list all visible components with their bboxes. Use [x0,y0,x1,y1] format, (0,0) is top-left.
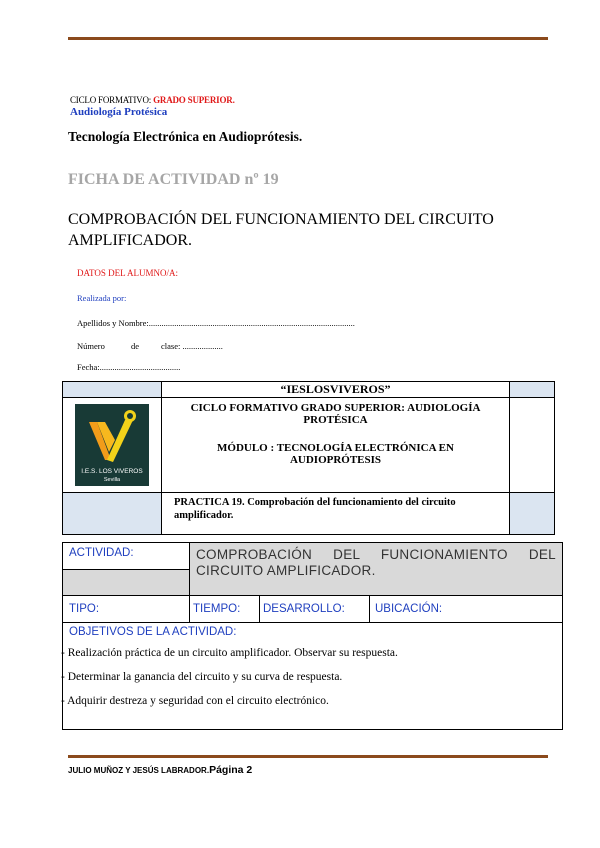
actividad-value: COMPROBACIÓN DEL FUNCIONAMIENTO DEL CIRCUITO AMPLIFICADOR. [190,543,563,596]
cell-empty-mr [510,398,555,493]
school-table [62,381,555,535]
realizada-label: Realizada por: [77,293,127,303]
practica-cell: PRACTICA 19. Comprobación del funcionamiento del circuito amplificador. [162,493,510,535]
school-name: “IESLOSVIVEROS” [162,382,510,398]
logo-text-2: Sevilla [103,477,121,483]
tipo-label: TIPO: [63,596,190,623]
datos-alumno-label: DATOS DEL ALUMNO/A: [77,268,179,278]
objective-item: - Adquirir destreza y seguridad con el circuito electrónico. [61,695,329,707]
ciclo-prefix: CICLO FORMATIVO: [70,95,154,105]
numero-label: Número [77,341,105,351]
objective-item: - Determinar la ganancia del circuito y su curva de respuesta. [61,671,343,683]
cell-empty-tr [510,382,555,398]
footer [68,760,252,778]
logo-v-icon [75,404,149,486]
bottom-rule [68,755,548,758]
apellidos-field: Apellidos y Nombre:................................................................................................. [77,318,355,328]
cell-empty-bl [63,493,162,535]
top-rule [68,37,548,40]
cell-empty-br [510,493,555,535]
ficha-title: FICHA DE ACTIVIDAD nº 19 [68,171,279,188]
modulo-line-1: MÓDULO : TECNOLOGÍA ELECTRÓNICA EN [217,442,454,454]
objective-item: - Realización práctica de un circuito amplificador. Observar su respuesta. [61,647,398,659]
subject: Audiología Protésica [70,106,168,118]
clase-field: clase: ................... [161,341,223,351]
actividad-label: ACTIVIDAD: [63,543,190,570]
cell-empty-tl [63,382,162,398]
logo-cell [63,398,162,493]
actividad-empty [63,570,190,596]
activity-table [62,542,563,730]
course-title: Tecnología Electrónica en Audioprótesis. [68,129,303,144]
objetivos-cell [63,623,563,730]
doc-title-line1: COMPROBACIÓN DEL FUNCIONAMIENTO DEL CIRCUITO [68,211,494,228]
fecha-field: Fecha:...................................... [77,362,181,372]
objetivos-label: OBJETIVOS DE LA ACTIVIDAD: [69,626,237,638]
desarrollo-label: DESARROLLO: [260,596,370,623]
modulo-line-2: AUDIOPRÓTESIS [289,454,382,466]
ciclo-line-1: CICLO FORMATIVO GRADO SUPERIOR: AUDIOLOGÍA [190,402,481,414]
ciclo-line-2: PROTÉSICA [303,414,368,426]
logo-text-1: I.E.S. LOS VIVEROS [81,468,143,475]
ciclo-value: GRADO SUPERIOR. [153,95,235,105]
school-logo [75,404,149,486]
footer-authors: JULIO MUÑOZ Y JESÚS LABRADOR. [68,766,210,775]
ciclo-modulo-cell [162,398,510,493]
tiempo-label: TIEMPO: [190,596,260,623]
ciclo-line [70,95,235,105]
ubicacion-label: UBICACIÓN: [370,596,563,623]
doc-title-line2: AMPLIFICADOR. [68,232,193,249]
de-label: de [131,341,140,351]
footer-page: Página 2 [209,764,253,776]
